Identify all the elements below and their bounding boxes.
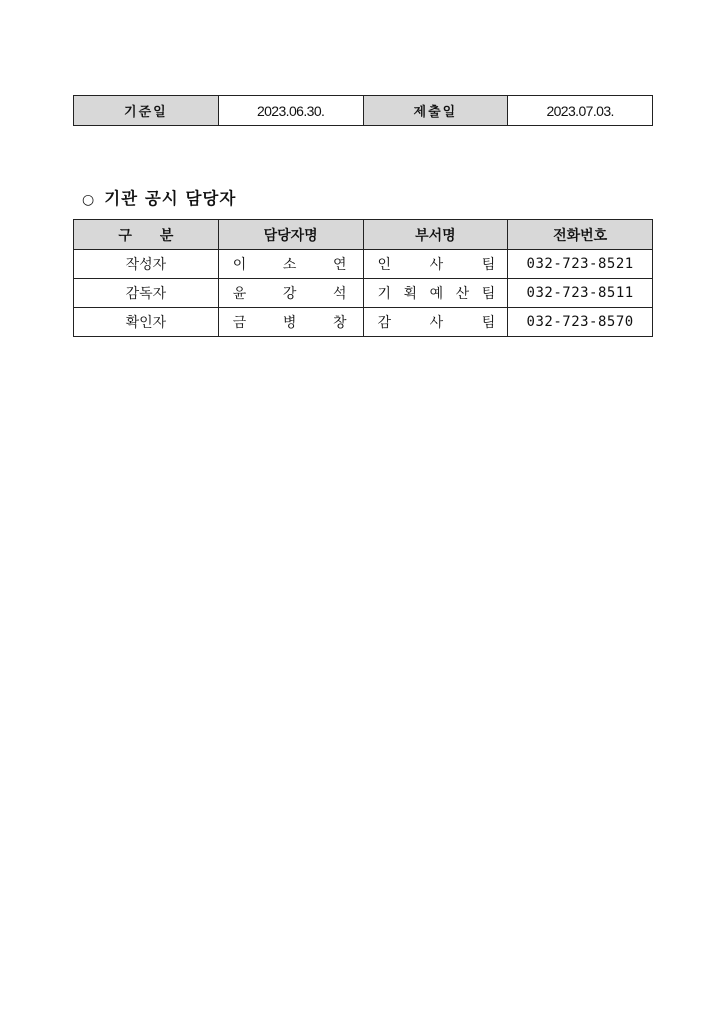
date-info-table [73, 95, 653, 126]
role-cell: 감독자 [74, 279, 219, 308]
phone-cell: 032-723-8511 [508, 279, 653, 308]
date-info-row [74, 96, 653, 126]
person-name-cell [218, 279, 363, 308]
role-cell: 확인자 [74, 308, 219, 337]
name-char: 소 [282, 257, 297, 273]
name-char: 석 [332, 286, 347, 302]
header-phone: 전화번호 [508, 220, 653, 250]
header-person: 담당자명 [218, 220, 363, 250]
name-char: 병 [282, 315, 297, 331]
dept-char: 감 [377, 315, 392, 331]
phone-cell: 032-723-8570 [508, 308, 653, 337]
dept-char: 팀 [481, 257, 496, 273]
dept-char: 사 [429, 315, 444, 331]
header-department: 부서명 [363, 220, 508, 250]
department-cell [363, 279, 508, 308]
contact-table [73, 219, 653, 337]
table-row [74, 308, 653, 337]
name-char: 이 [232, 257, 247, 273]
dept-char: 팀 [481, 286, 496, 302]
dept-char: 팀 [481, 315, 496, 331]
person-name-cell [218, 308, 363, 337]
department-cell [363, 308, 508, 337]
circle-bullet-icon: ○ [82, 192, 96, 208]
submit-date-value: 2023.07.03. [508, 96, 653, 126]
contact-header-row [74, 220, 653, 250]
base-date-value: 2023.06.30. [218, 96, 363, 126]
dept-char: 산 [455, 286, 470, 302]
dept-char: 획 [403, 286, 418, 302]
person-name-cell [218, 250, 363, 279]
role-cell: 작성자 [74, 250, 219, 279]
table-row [74, 279, 653, 308]
dept-char: 예 [429, 286, 444, 302]
name-char: 창 [332, 315, 347, 331]
table-row [74, 250, 653, 279]
name-char: 강 [282, 286, 297, 302]
base-date-label: 기준일 [74, 96, 219, 126]
phone-cell: 032-723-8521 [508, 250, 653, 279]
name-char: 윤 [232, 286, 247, 302]
name-char: 금 [232, 315, 247, 331]
dept-char: 인 [377, 257, 392, 273]
dept-char: 사 [429, 257, 444, 273]
section-title: 기관 공시 담당자 [104, 189, 237, 208]
name-char: 연 [332, 257, 347, 273]
submit-date-label: 제출일 [363, 96, 508, 126]
section-heading [82, 185, 236, 209]
department-cell [363, 250, 508, 279]
header-category: 구분 [74, 220, 219, 250]
dept-char: 기 [377, 286, 392, 302]
